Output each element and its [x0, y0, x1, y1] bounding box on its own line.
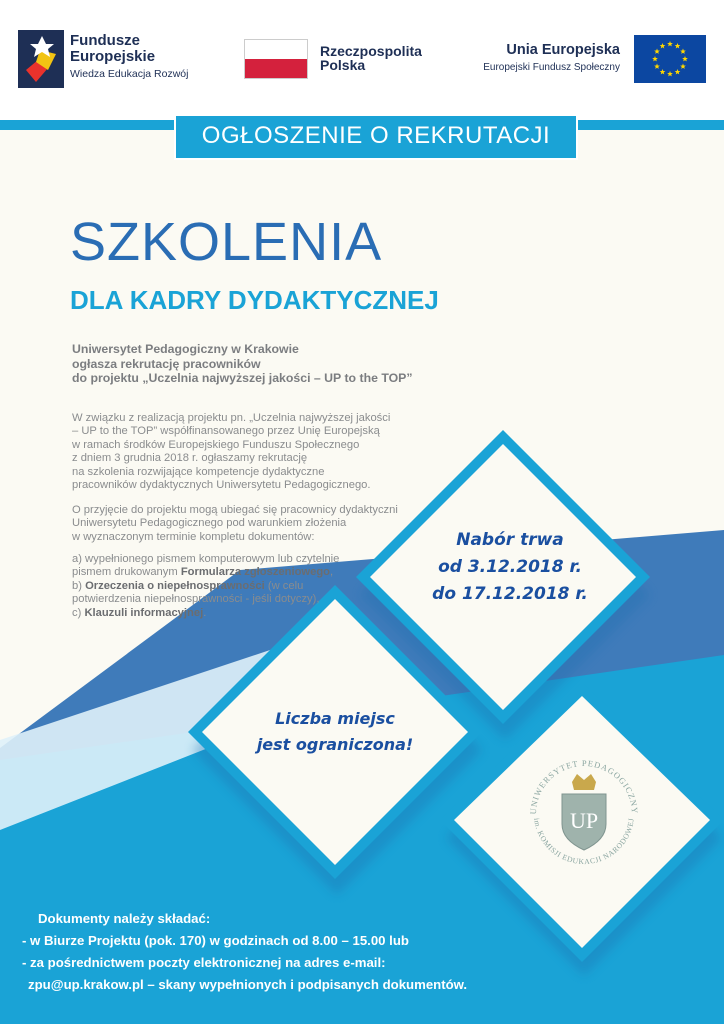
form-label: Formularza zgłoszeniowego — [180, 566, 330, 579]
footer-heading: Dokumenty należy składać: — [38, 911, 211, 926]
footer-email-line: zpu@up.krakow.pl – skany wypełnionych i podpisanych dokumentów. — [28, 977, 468, 992]
eu-text — [470, 42, 620, 73]
paragraph-line: – UP to the TOP” współfinansowanego przez Unię Europejską — [72, 425, 380, 438]
eu-title: Unia Europejska — [506, 42, 620, 58]
funds-title-2: Europejskie — [70, 48, 156, 65]
list-item-a: a) wypełnionego pismem komputerowym lub czytelnie — [72, 553, 340, 565]
list-item-c: c) Klauzuli informacyjnej. — [72, 606, 207, 619]
footer-instructions — [22, 908, 467, 996]
polish-flag-icon — [244, 39, 308, 79]
recruitment-line: Nabór trwa — [456, 530, 564, 550]
rp-line1: Rzeczpospolita — [320, 43, 422, 59]
paragraph-eligibility — [72, 504, 398, 544]
intro-line: Uniwersytet Pedagogiczny w Krakowie — [72, 342, 299, 356]
eu-fund: Europejski Fundusz Społeczny — [483, 62, 620, 73]
list-item-b-cont: potwierdzenia niepełnosprawności - jeśli dotyczy), — [72, 593, 320, 606]
documents-list — [72, 553, 339, 620]
certificate-label: Orzeczenia o niepełnosprawności — [85, 579, 265, 592]
paragraph-line: w ramach środków Europejskiego Funduszu Społecznego — [72, 438, 360, 451]
intro-text — [72, 342, 413, 386]
funds-text — [70, 33, 188, 81]
recruitment-line: od 3.12.2018 r. — [438, 557, 582, 577]
recruitment-period — [400, 527, 620, 608]
page-title: SZKOLENIA — [70, 212, 383, 272]
rp-line2: Polska — [320, 57, 366, 73]
announcement-banner — [174, 116, 578, 160]
funds-title: Fundusze — [70, 32, 140, 49]
paragraph-line: O przyjęcie do projektu mogą ubiegać się pracownicy dydaktyczni — [72, 504, 398, 516]
recruitment-line: do 17.12.2018 r. — [432, 584, 588, 604]
funds-logo-icon — [18, 30, 64, 88]
funds-program: Wiedza Edukacja Rozwój — [70, 68, 189, 80]
intro-line: ogłasza rekrutację pracowników — [72, 356, 261, 371]
paragraph-line: z dniem 3 grudnia 2018 r. ogłaszamy rekrutację — [72, 452, 308, 465]
paragraph-line: na szkolenia rozwijające kompetencje dydaktyczne — [72, 465, 325, 478]
rp-text — [320, 44, 422, 72]
header — [0, 0, 724, 120]
footer-line: - w Biurze Projektu (pok. 170) w godzinach od 8.00 – 15.00 lub — [22, 933, 409, 948]
footer-line: - za pośrednictwem poczty elektronicznej na adres e-mail: — [22, 955, 386, 970]
paragraph-project — [72, 412, 390, 492]
list-item-a-cont: pismem drukowanym Formularza zgłoszeniowego, — [72, 566, 334, 579]
limited-line: jest ograniczona! — [256, 735, 414, 754]
eu-flag-icon — [634, 35, 706, 83]
university-logo-icon — [522, 752, 646, 876]
page-subtitle: DLA KADRY DYDAKTYCZNEJ — [70, 285, 439, 315]
intro-line: do projektu „Uczelnia najwyższej jakości – UP to the TOP” — [72, 371, 413, 385]
list-item-b: b) Orzeczenia o niepełnosprawności (w celu — [72, 579, 304, 592]
announcement-text: OGŁOSZENIE O REKRUTACJI — [201, 122, 551, 149]
clause-label: Klauzuli informacyjnej — [84, 606, 204, 619]
paragraph-line: W związku z realizacją projektu pn. „Uczelnia najwyższej jakości — [72, 412, 391, 424]
limited-places — [240, 706, 430, 758]
paragraph-line: w wyznaczonym terminie kompletu dokumentów: — [72, 530, 315, 543]
paragraph-line: pracowników dydaktycznych Uniwersytetu Pedagogicznego. — [72, 479, 371, 492]
limited-line: Liczba miejsc — [275, 709, 395, 728]
logo-ring-top: UNIWERSYTET PEDAGOGICZNY — [528, 758, 640, 815]
paragraph-line: Uniwersytetu Pedagogicznego pod warunkiem złożenia — [72, 517, 347, 530]
logo-ring-bottom: im. KOMISJI EDUKACJI NARODOWEJ — [532, 817, 636, 867]
logo-monogram: UP — [569, 808, 599, 833]
